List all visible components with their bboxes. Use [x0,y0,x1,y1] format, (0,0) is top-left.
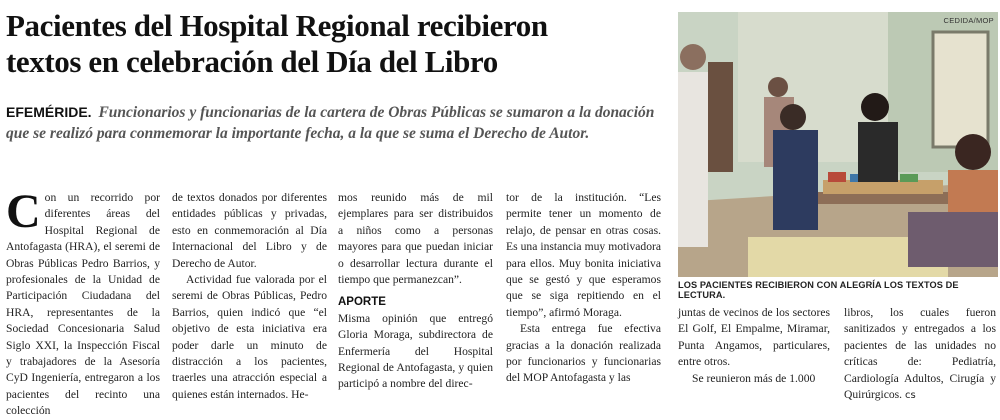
body-paragraph: juntas de vecinos de los sectores El Golf, El Empalme, Miramar, Punta Angamos, particulares, entre otros. [678,306,830,369]
article-photo [678,12,998,277]
lead-paragraph [6,102,666,144]
body-paragraph: Se reunieron más de 1.000 [692,371,816,385]
body-column-3 [338,190,493,402]
photo-illustration [678,12,998,277]
section-subhead: APORTE [338,296,386,309]
kicker: EFEMÉRIDE. [6,104,92,120]
headline [6,8,676,80]
body-paragraph [844,305,996,404]
body-paragraph: Misma opinión que entregó Gloria Moraga, subdirectora de Enfermería del Hospital Regional de Antofagasta, y quien participó a nombre del direc- [338,311,493,391]
body-paragraph [6,185,160,420]
body-column-2 [172,190,327,402]
end-mark: cs [904,390,916,402]
drop-cap: C [6,185,41,238]
headline-line-1: Pacientes del Hospital Regional recibieron [6,8,548,43]
body-column-4 [506,190,661,402]
body-column-5 [678,305,830,403]
body-column-6 [844,305,996,403]
headline-line-2: textos en celebración del Día del Libro [6,44,498,79]
body-text: on un recorrido por diferentes áreas del Hospital Regional de Antofagasta (HRA), el seremi de Obras Públicas Pedro Barrios, y profesionales de la Unidad de Participación Ciudadana del HRA, representantes de la Sociedad Concesionaria Salud Siglo XXI, la Inspección Fiscal y trabajadores de la Asesoría CyD Ingeniería, entregaron a los pacientes del recinto una colección [6,191,160,418]
body-paragraph: mos reunido más de mil ejemplares para ser distribuidos a niños como a personas mayores para que puedan iniciar o desarrollar lectura durante el tiempo que permanezcan”. [338,191,493,287]
body-paragraph: Esta entrega fue efectiva gracias a la donación realizada por funcionarios y funcionarias del MOP Antofagasta y las [506,322,661,385]
body-paragraph: de textos donados por diferentes entidades públicas y privadas, esto en conmemoración al Día Internacional del Libro y de Derecho de Autor. [172,191,327,270]
photo-credit: CEDIDA/MOP [943,16,994,25]
lead-text: Funcionarios y funcionarias de la cartera de Obras Públicas se sumaron a la donación que se realizó para conmemorar la importante fecha, a la que se suma el Derecho de Autor. [6,104,655,142]
body-text: libros, los cuales fueron sanitizados y entregados a los pacientes de las unidades no críticas de: Pediatría, Cardiología Adultos, Cirugía y Quirúrgicos. [844,306,996,402]
body-paragraph: tor de la institución. “Les permite tener un momento de relajo, de pensar en otras cosas. Es una instancia muy motivadora para ellos. Muy bonita iniciativa que se gestó y que esperamos que se siga repitiendo en el tiempo”, afirmó Moraga. [506,191,661,319]
photo-caption: LOS PACIENTES RECIBIERON CON ALEGRÍA LOS TEXTOS DE LECTURA. [678,280,959,300]
body-column-1 [6,185,160,418]
body-paragraph: Actividad fue valorada por el seremi de Obras Públicas, Pedro Barrios, quien indicó que “el objetivo de esta iniciativa era poder darle un minuto de distracción a los pacientes, traerles una atracción especial a quienes están internados. He- [172,273,327,401]
